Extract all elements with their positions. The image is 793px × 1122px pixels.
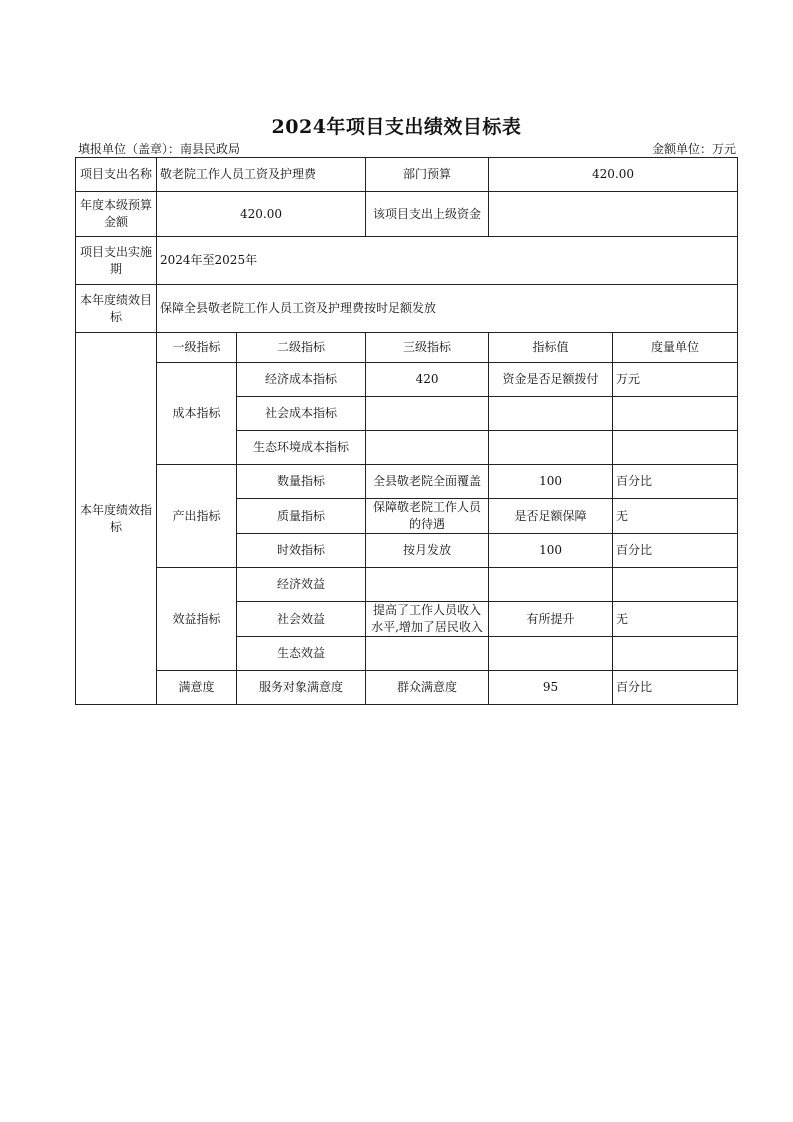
- level1-satisfaction: 满意度: [157, 671, 237, 705]
- table-row: [76, 568, 738, 602]
- project-name-value: 敬老院工作人员工资及护理费: [157, 158, 366, 192]
- annual-budget-row: [76, 192, 738, 237]
- superior-funds-value: [489, 192, 738, 237]
- page-title: 2024年项目支出绩效目标表: [271, 116, 522, 138]
- performance-target-table: [75, 157, 738, 705]
- value-cell: 100: [489, 465, 613, 499]
- header-value: 指标值: [489, 333, 613, 363]
- dept-budget-label: 部门预算: [366, 158, 489, 192]
- level1-benefit: 效益指标: [157, 568, 237, 671]
- annual-budget-value: 420.00: [157, 192, 366, 237]
- level3-text: 保障敬老院工作人员的待遇: [373, 500, 482, 531]
- level2-cell: 生态环境成本指标: [237, 431, 366, 465]
- level2-cell: 质量指标: [237, 499, 366, 534]
- value-cell: 资金是否足额拨付: [489, 363, 613, 397]
- filing-unit-label: 填报单位（盖章）：南县民政局: [78, 142, 241, 156]
- unit-cell: [613, 637, 738, 671]
- value-cell: 95: [489, 671, 613, 705]
- value-cell: 是否足额保障: [489, 499, 613, 534]
- table-row: [76, 671, 738, 705]
- level2-cell: 服务对象满意度: [237, 671, 366, 705]
- table-row: [76, 363, 738, 397]
- level3-cell: [366, 397, 489, 431]
- period-value: 2024年至2025年: [157, 237, 738, 285]
- level1-output: 产出指标: [157, 465, 237, 568]
- indicator-section-label: 本年度绩效指标: [76, 333, 157, 705]
- dept-budget-value: 420.00: [489, 158, 738, 192]
- level3-cell: [366, 602, 489, 637]
- goal-row: [76, 285, 738, 333]
- annual-budget-label: 年度本级预算金额: [76, 192, 157, 237]
- goal-label: 本年度绩效目标: [76, 285, 157, 333]
- header-level2: 二级指标: [237, 333, 366, 363]
- level2-cell: 经济效益: [237, 568, 366, 602]
- project-name-label: 项目支出名称: [76, 158, 157, 192]
- level2-cell: 社会效益: [237, 602, 366, 637]
- level3-cell: [366, 568, 489, 602]
- level2-cell: 时效指标: [237, 534, 366, 568]
- unit-cell: [613, 397, 738, 431]
- unit-cell: 万元: [613, 363, 738, 397]
- period-row: [76, 237, 738, 285]
- goal-value: 保障全县敬老院工作人员工资及护理费按时足额发放: [157, 285, 738, 333]
- level3-cell: 全县敬老院全面覆盖: [366, 465, 489, 499]
- header-level1: 一级指标: [157, 333, 237, 363]
- value-cell: [489, 568, 613, 602]
- unit-cell: 百分比: [613, 465, 738, 499]
- level3-cell: [366, 499, 489, 534]
- value-cell: 100: [489, 534, 613, 568]
- level2-cell: 数量指标: [237, 465, 366, 499]
- unit-cell: [613, 568, 738, 602]
- unit-cell: 百分比: [613, 671, 738, 705]
- value-cell: [489, 397, 613, 431]
- level3-text: 提高了工作人员收入水平,增加了居民收入: [371, 603, 483, 634]
- indicator-header-row: [76, 333, 738, 363]
- level2-cell: 经济成本指标: [237, 363, 366, 397]
- level3-cell: 按月发放: [366, 534, 489, 568]
- value-cell: 有所提升: [489, 602, 613, 637]
- table-row: [76, 465, 738, 499]
- unit-cell: 百分比: [613, 534, 738, 568]
- header-level3: 三级指标: [366, 333, 489, 363]
- level3-cell: [366, 431, 489, 465]
- unit-cell: 无: [613, 499, 738, 534]
- level1-cost: 成本指标: [157, 363, 237, 465]
- level2-cell: 生态效益: [237, 637, 366, 671]
- period-label: 项目支出实施期: [76, 237, 157, 285]
- project-name-row: [76, 158, 738, 192]
- unit-cell: [613, 431, 738, 465]
- unit-cell: 无: [613, 602, 738, 637]
- level2-cell: 社会成本指标: [237, 397, 366, 431]
- level3-cell: [366, 637, 489, 671]
- level3-cell: 群众满意度: [366, 671, 489, 705]
- header-unit: 度量单位: [613, 333, 738, 363]
- superior-funds-label: 该项目支出上级资金: [366, 192, 489, 237]
- amount-unit-label: 金额单位：万元: [651, 142, 736, 156]
- value-cell: [489, 431, 613, 465]
- level3-cell: 420: [366, 363, 489, 397]
- value-cell: [489, 637, 613, 671]
